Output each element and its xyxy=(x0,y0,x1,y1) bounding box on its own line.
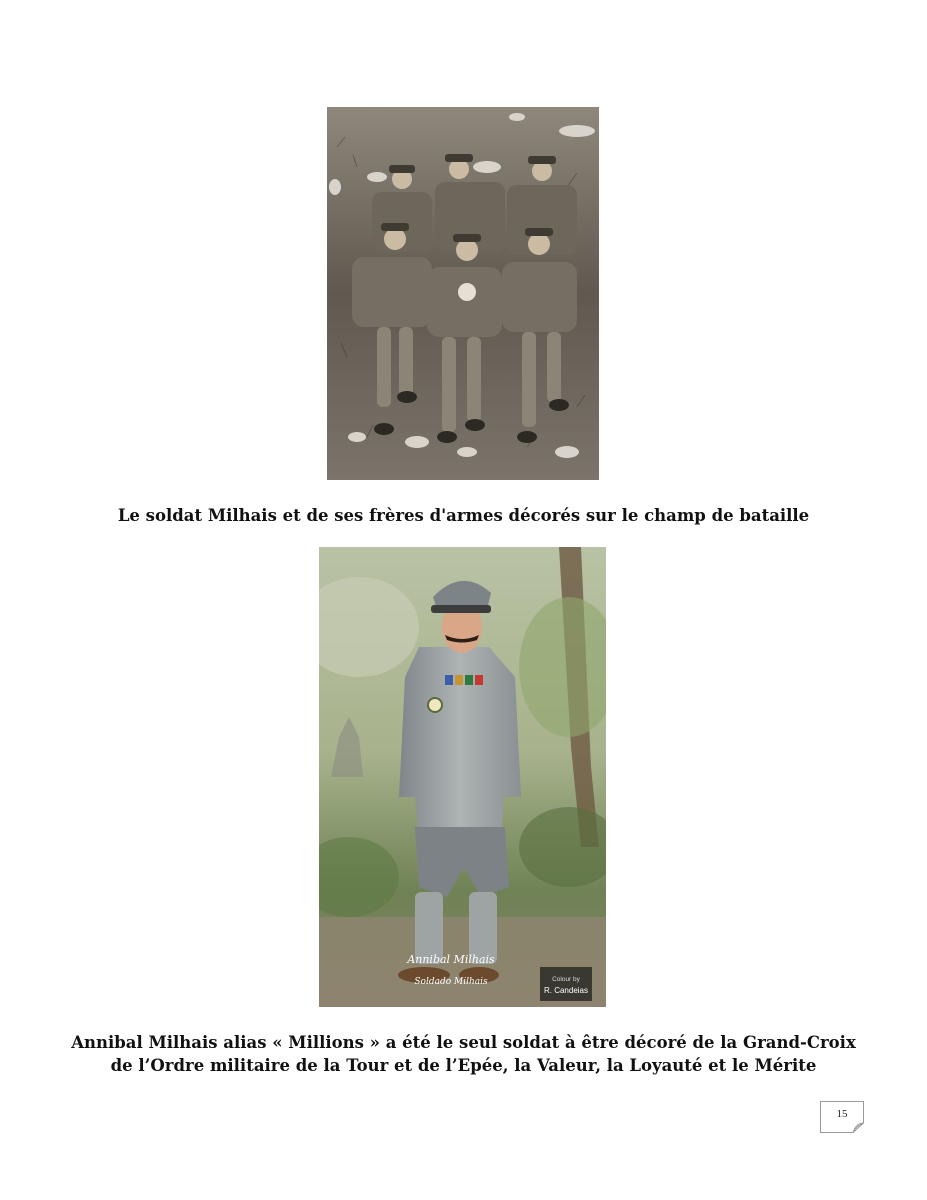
colorist-credit-name: R. Candeias xyxy=(543,986,589,995)
caption-portrait-line-1: Annibal Milhais alias « Millions » a été le seul soldat à être décoré de la Grand-Croix xyxy=(71,1033,856,1052)
caption-portrait-photo xyxy=(0,1031,927,1077)
group-soldiers-photo xyxy=(327,107,599,480)
soldier-portrait-photo xyxy=(319,547,606,1007)
page-number: 15 xyxy=(836,1108,848,1120)
portrait-inscription-rank: Soldado Milhais xyxy=(414,977,488,987)
portrait-inscription-name: Annibal Milhais xyxy=(407,953,495,966)
colorist-credit-label: Colour by xyxy=(552,976,580,983)
caption-portrait-line-2: de l’Ordre militaire de la Tour et de l’Epée, la Valeur, la Loyauté et le Mérite xyxy=(110,1056,817,1075)
page-number-box xyxy=(820,1101,864,1133)
caption-group-photo: Le soldat Milhais et de ses frères d'armes décorés sur le champ de bataille xyxy=(117,506,810,525)
